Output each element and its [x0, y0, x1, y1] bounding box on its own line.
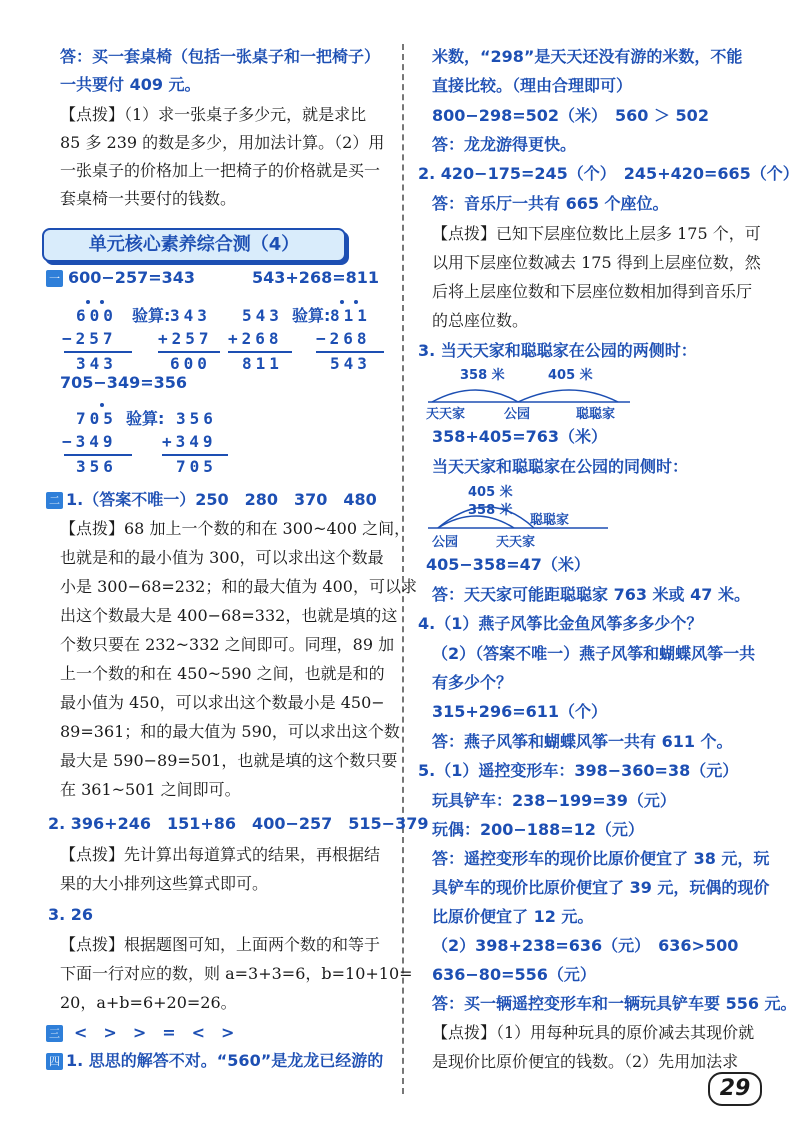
hint-line: 是现价比原价便宜的钱数。（2）先用加法求	[432, 1052, 739, 1071]
hint-line: 也就是和的最小值为 300，可以求出这个数最	[60, 548, 384, 567]
answer-line: 答：买一套桌椅（包括一张桌子和一把椅子）	[60, 47, 381, 66]
answer-line: 答：音乐厅一共有 665 个座位。	[432, 194, 669, 213]
hint-line: 个数只要在 232~332 之间即可。同理，89 加	[60, 635, 395, 654]
answer-line: 3. 26	[48, 905, 94, 924]
answer-line: 2. 420−175=245（个） 245+420=665（个）	[418, 164, 799, 183]
hint-line: 【点拨】根据题图可知，上面两个数的和等于	[60, 935, 381, 954]
calc-top: 543	[242, 306, 283, 325]
calc-top: 343	[170, 306, 211, 325]
section-badge: 二	[46, 492, 63, 509]
hint-line: 89=361；和的最大值为 590，可以求出这个数	[60, 722, 400, 741]
answer-line: 比原价便宜了 12 元。	[432, 907, 594, 926]
hint-line: 果的大小排列这些算式即可。	[60, 874, 269, 893]
answer-line: （2）（答案不唯一）燕子风筝和蝴蝶风筝一共	[432, 644, 756, 663]
answer-line: 答：天天家可能距聪聪家 763 米或 47 米。	[432, 585, 750, 604]
calc-bot: 343	[76, 354, 117, 373]
calc-mid: −257	[62, 329, 117, 348]
distance-diagram-same-side	[418, 480, 618, 552]
unit-title: 单元核心素养综合测（4）	[88, 234, 300, 255]
borrow-dot	[100, 300, 104, 304]
answer-line: 636−80=556（元）	[432, 965, 596, 984]
calc-top: 356	[176, 409, 217, 428]
section-badge: 四	[46, 1053, 63, 1070]
calc-bot: 543	[330, 354, 371, 373]
calc-top: 600	[76, 306, 117, 325]
equation: 705−349=356	[60, 373, 188, 392]
answer-line: 具铲车的现价比原价便宜了 39 元，玩偶的现价	[432, 878, 770, 897]
answer-line: < > > = < >	[74, 1023, 235, 1042]
borrow-dot	[86, 300, 90, 304]
hint-line: 出这个数最大是 400−68=332，也就是填的这	[60, 606, 398, 625]
hint-line: 上一个数的和在 450~590 之间，也就是和的	[60, 664, 385, 683]
answer-line: 3. 当天天家和聪聪家在公园的两侧时：	[418, 341, 697, 360]
distance-label: 358 米	[460, 368, 505, 383]
hint-line: 套桌椅一共要付的钱数。	[60, 189, 237, 208]
calc-bot: 705	[176, 457, 217, 476]
answer-line: 米数，“298”是天天还没有游的米数，不能	[432, 47, 743, 66]
answer-line: 答：龙龙游得更快。	[432, 135, 577, 154]
calc-top: 811	[330, 306, 371, 325]
answer-line: 1.（答案不唯一）250 280 370 480	[66, 490, 377, 509]
place-label: 聪聪家	[576, 407, 616, 422]
hint-line: 【点拨】68 加上一个数的和在 300~400 之间，	[60, 519, 411, 538]
section-badge: 三	[46, 1025, 63, 1042]
hint-line: 在 361~501 之间即可。	[60, 780, 241, 799]
answer-line: 有多少个？	[432, 673, 513, 692]
answer-line: 358+405=763（米）	[432, 427, 608, 446]
hint-line: 【点拨】（1）求一张桌子多少元，就是求比	[60, 105, 367, 124]
hint-line: 最大是 590−89=501，也就是填的这个数只要	[60, 751, 398, 770]
equation: 543+268=811	[252, 268, 380, 287]
hint-line: 20，a+b=6+20=26。	[60, 993, 237, 1012]
distance-label: 405 米	[468, 485, 513, 500]
hint-line: 一张桌子的价格加上一把椅子的价格就是买一	[60, 161, 381, 180]
calc-mid: +268	[228, 329, 283, 348]
borrow-dot	[340, 300, 344, 304]
calc-bot: 356	[76, 457, 117, 476]
borrow-dot	[100, 403, 104, 407]
hint-line: 85 多 239 的数是多少，用加法计算。（2）用	[60, 133, 385, 152]
place-label: 天天家	[496, 535, 536, 550]
hint-line: 下面一行对应的数，则 a=3+3=6，b=10+10=	[60, 964, 413, 983]
hint-line: 最小值为 450，可以求出这个数最小是 450−	[60, 693, 385, 712]
place-label: 天天家	[426, 407, 466, 422]
answer-line: 5.（1）遥控变形车：398−360=38（元）	[418, 761, 739, 780]
answer-line: 玩偶：200−188=12（元）	[432, 820, 644, 839]
place-label: 公园	[504, 407, 531, 422]
distance-label: 405 米	[548, 368, 593, 383]
unit-title-banner	[42, 228, 346, 262]
check-label: 验算:	[126, 409, 165, 428]
check-label: 验算:	[132, 306, 171, 325]
calc-mid: −349	[62, 432, 117, 451]
answer-line: （2）398+238=636（元） 636>500	[432, 936, 739, 955]
calc-mid: −268	[316, 329, 371, 348]
page-number: 29	[708, 1072, 762, 1106]
hint-line: 【点拨】（1）用每种玩具的原价减去其现价就	[432, 1023, 755, 1042]
place-label: 公园	[432, 535, 459, 550]
hint-line: 以用下层座位数减去 175 得到上层座位数，然	[432, 253, 761, 272]
hint-line: 的总座位数。	[432, 311, 529, 330]
answer-line: 1. 思思的解答不对。“560”是龙龙已经游的	[66, 1051, 384, 1070]
answer-line: 一共要付 409 元。	[60, 75, 201, 94]
calc-bot: 811	[242, 354, 283, 373]
section-badge: 一	[46, 270, 63, 287]
answer-line: 315+296=611（个）	[432, 702, 608, 721]
distance-label: 358 米	[468, 503, 513, 518]
answer-line: 800−298=502（米） 560 ＞ 502	[432, 106, 709, 125]
answer-line: 4.（1）燕子风筝比金鱼风筝多多少个？	[418, 614, 703, 633]
check-label: 验算:	[292, 306, 331, 325]
answer-line: 答：燕子风筝和蝴蝶风筝一共有 611 个。	[432, 732, 733, 751]
calc-mid: +349	[162, 432, 217, 451]
equation: 600−257=343	[68, 268, 196, 287]
answer-line: 当天天家和聪聪家在公园的同侧时：	[432, 457, 689, 476]
answer-line: 玩具铲车：238−199=39（元）	[432, 791, 676, 810]
hint-line: 小是 300−68=232；和的最大值为 400，可以求	[60, 577, 417, 596]
answer-line: 405−358=47（米）	[426, 555, 590, 574]
answer-line: 直接比较。（理由合理即可）	[432, 76, 633, 95]
answer-line: 2. 396+246 151+86 400−257 515−379	[48, 814, 429, 833]
hint-line: 后将上层座位数和下层座位数相加得到音乐厅	[432, 282, 753, 301]
hint-line: 【点拨】已知下层座位数比上层多 175 个，可	[432, 224, 761, 243]
place-label: 聪聪家	[530, 513, 570, 528]
distance-diagram-opposite	[418, 364, 638, 424]
calc-mid: +257	[158, 329, 213, 348]
borrow-dot	[354, 300, 358, 304]
answer-line: 答：遥控变形车的现价比原价便宜了 38 元，玩	[432, 849, 770, 868]
calc-top: 705	[76, 409, 117, 428]
hint-line: 【点拨】先计算出每道算式的结果，再根据结	[60, 845, 381, 864]
answer-line: 答：买一辆遥控变形车和一辆玩具铲车要 556 元。	[432, 994, 797, 1013]
calc-bot: 600	[170, 354, 211, 373]
column-divider	[402, 44, 404, 1094]
